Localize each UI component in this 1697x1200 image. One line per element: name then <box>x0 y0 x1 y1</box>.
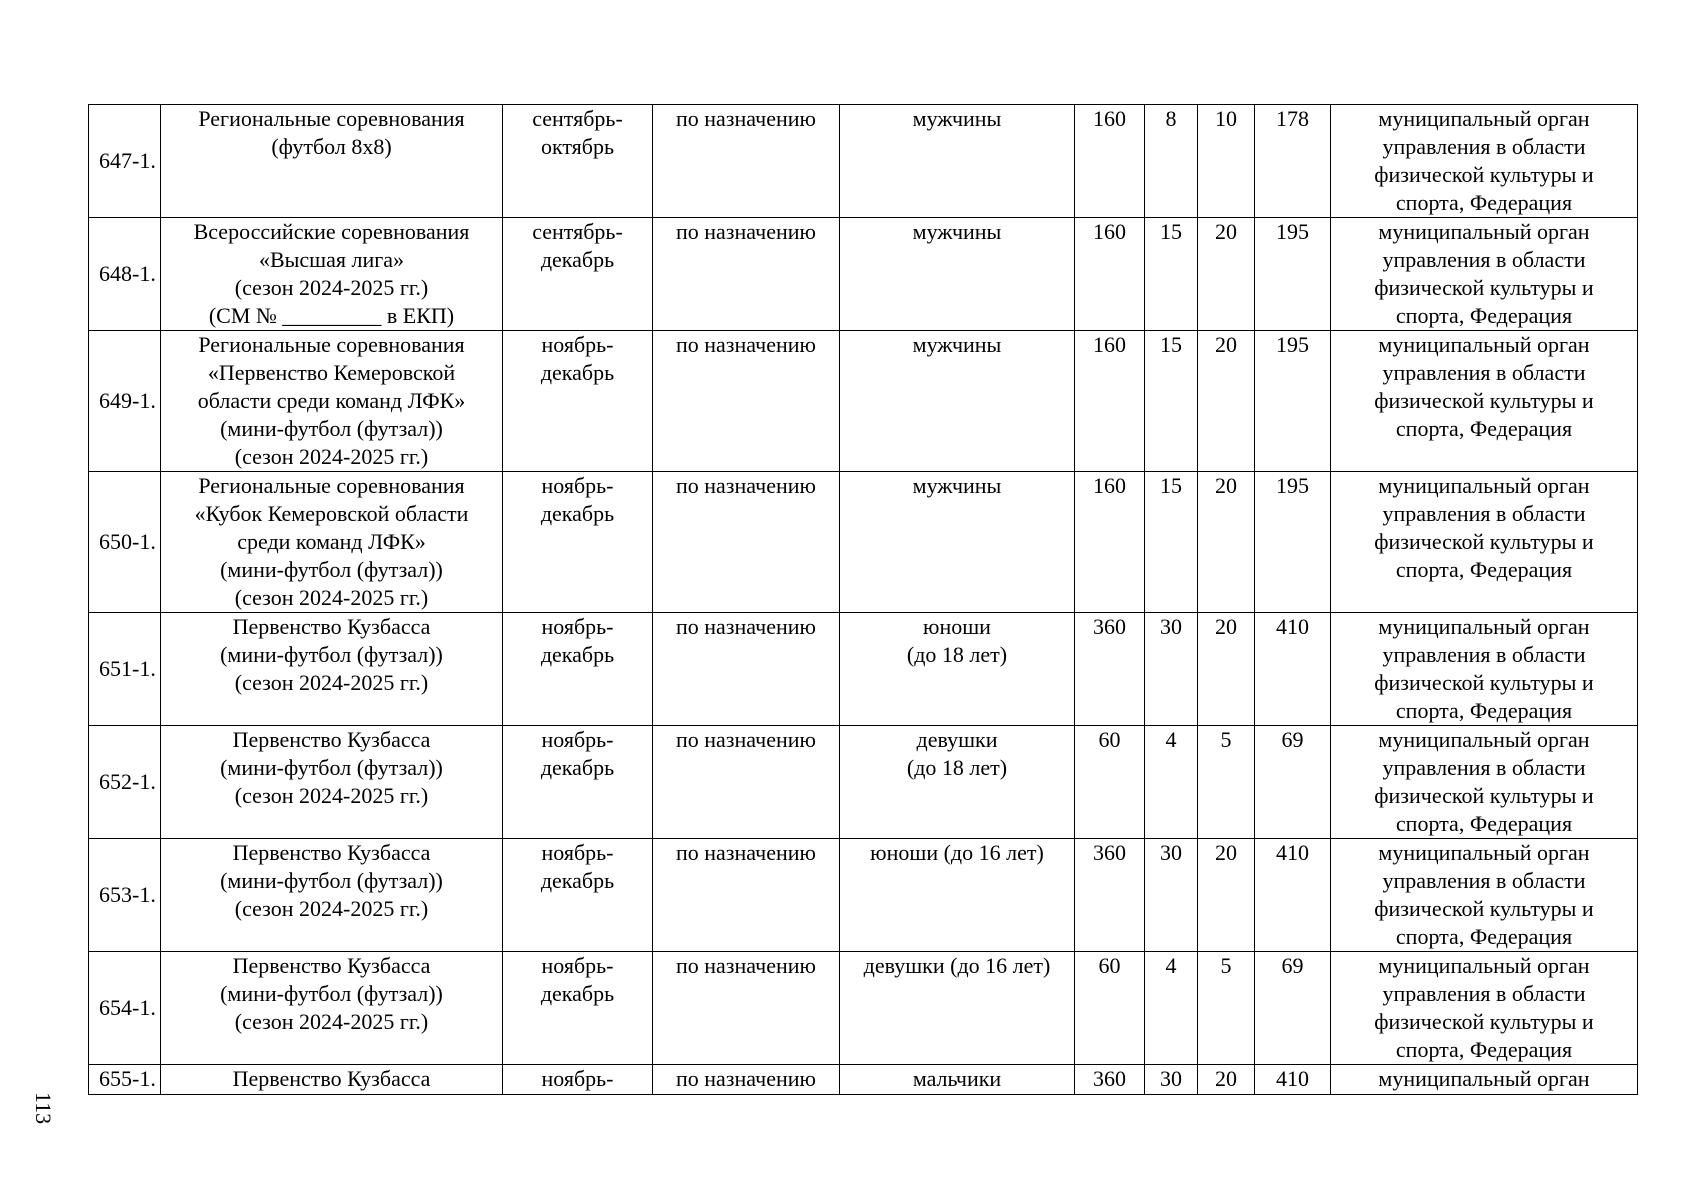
total-count-cell: 69 <box>1255 726 1331 839</box>
organizer-cell: муниципальный орган управления в области физической культуры и спорта, Федерация <box>1331 105 1638 218</box>
coaches-count-cell: 30 <box>1145 613 1198 726</box>
event-period-cell: сентябрь- октябрь <box>503 105 653 218</box>
coaches-count-cell: 30 <box>1145 1065 1198 1095</box>
participant-category-cell: девушки (до 18 лет) <box>840 726 1075 839</box>
total-count-cell: 410 <box>1255 1065 1331 1095</box>
row-number-cell: 647-1. <box>89 105 161 218</box>
row-number-cell: 649-1. <box>89 331 161 472</box>
total-count-cell: 69 <box>1255 952 1331 1065</box>
participants-count-cell: 60 <box>1075 726 1145 839</box>
event-place-cell: по назначению <box>653 472 840 613</box>
event-period-cell: ноябрь- декабрь <box>503 726 653 839</box>
coaches-count-cell: 15 <box>1145 472 1198 613</box>
event-name-cell: Первенство Кузбасса (мини-футбол (футзал)) (сезон 2024-2025 гг.) <box>161 839 503 952</box>
coaches-count-cell: 4 <box>1145 726 1198 839</box>
row-number-cell: 653-1. <box>89 839 161 952</box>
row-number-cell: 654-1. <box>89 952 161 1065</box>
coaches-count-cell: 8 <box>1145 105 1198 218</box>
participants-count-cell: 60 <box>1075 952 1145 1065</box>
judges-count-cell: 20 <box>1198 1065 1255 1095</box>
organizer-cell: муниципальный орган управления в области физической культуры и спорта, Федерация <box>1331 331 1638 472</box>
event-name-cell: Региональные соревнования (футбол 8х8) <box>161 105 503 218</box>
table-row <box>89 952 1638 1065</box>
organizer-cell: муниципальный орган управления в области физической культуры и спорта, Федерация <box>1331 726 1638 839</box>
event-period-cell: ноябрь- декабрь <box>503 472 653 613</box>
participants-count-cell: 360 <box>1075 613 1145 726</box>
organizer-cell: муниципальный орган управления в области физической культуры и спорта, Федерация <box>1331 952 1638 1065</box>
judges-count-cell: 20 <box>1198 218 1255 331</box>
event-period-cell: сентябрь- декабрь <box>503 218 653 331</box>
event-name-cell: Первенство Кузбасса (мини-футбол (футзал)) (сезон 2024-2025 гг.) <box>161 952 503 1065</box>
table-body <box>89 105 1638 1095</box>
event-place-cell: по назначению <box>653 1065 840 1095</box>
organizer-cell: муниципальный орган управления в области физической культуры и спорта, Федерация <box>1331 472 1638 613</box>
row-number-cell: 652-1. <box>89 726 161 839</box>
participant-category-cell: юноши (до 18 лет) <box>840 613 1075 726</box>
table-row <box>89 613 1638 726</box>
event-place-cell: по назначению <box>653 218 840 331</box>
table-row <box>89 1065 1638 1095</box>
event-name-cell: Региональные соревнования «Первенство Кемеровской области среди команд ЛФК» (мини-футбол (футзал)) (сезон 2024-2025 гг.) <box>161 331 503 472</box>
participant-category-cell: мальчики <box>840 1065 1075 1095</box>
events-table <box>88 104 1638 1095</box>
participants-count-cell: 360 <box>1075 1065 1145 1095</box>
organizer-cell: муниципальный орган управления в области физической культуры и спорта, Федерация <box>1331 218 1638 331</box>
row-number-cell: 651-1. <box>89 613 161 726</box>
judges-count-cell: 5 <box>1198 726 1255 839</box>
table-row <box>89 105 1638 218</box>
event-name-cell: Первенство Кузбасса <box>161 1065 503 1095</box>
table-row <box>89 218 1638 331</box>
participant-category-cell: мужчины <box>840 472 1075 613</box>
organizer-cell: муниципальный орган управления в области физической культуры и спорта, Федерация <box>1331 613 1638 726</box>
event-period-cell: ноябрь- декабрь <box>503 839 653 952</box>
judges-count-cell: 10 <box>1198 105 1255 218</box>
event-place-cell: по назначению <box>653 839 840 952</box>
total-count-cell: 178 <box>1255 105 1331 218</box>
total-count-cell: 195 <box>1255 218 1331 331</box>
judges-count-cell: 5 <box>1198 952 1255 1065</box>
table-row <box>89 331 1638 472</box>
row-number-cell: 648-1. <box>89 218 161 331</box>
event-place-cell: по назначению <box>653 331 840 472</box>
table-row <box>89 726 1638 839</box>
event-period-cell: ноябрь- декабрь <box>503 331 653 472</box>
event-period-cell: ноябрь- <box>503 1065 653 1095</box>
event-name-cell: Первенство Кузбасса (мини-футбол (футзал)) (сезон 2024-2025 гг.) <box>161 726 503 839</box>
coaches-count-cell: 15 <box>1145 331 1198 472</box>
participant-category-cell: мужчины <box>840 105 1075 218</box>
judges-count-cell: 20 <box>1198 331 1255 472</box>
participants-count-cell: 360 <box>1075 839 1145 952</box>
event-place-cell: по назначению <box>653 105 840 218</box>
event-name-cell: Первенство Кузбасса (мини-футбол (футзал)) (сезон 2024-2025 гг.) <box>161 613 503 726</box>
event-place-cell: по назначению <box>653 613 840 726</box>
event-period-cell: ноябрь- декабрь <box>503 613 653 726</box>
participants-count-cell: 160 <box>1075 105 1145 218</box>
table-row <box>89 472 1638 613</box>
participant-category-cell: мужчины <box>840 331 1075 472</box>
organizer-cell: муниципальный орган <box>1331 1065 1638 1095</box>
row-number-cell: 655-1. <box>89 1065 161 1095</box>
organizer-cell: муниципальный орган управления в области физической культуры и спорта, Федерация <box>1331 839 1638 952</box>
total-count-cell: 410 <box>1255 613 1331 726</box>
row-number-cell: 650-1. <box>89 472 161 613</box>
participants-count-cell: 160 <box>1075 331 1145 472</box>
total-count-cell: 195 <box>1255 472 1331 613</box>
coaches-count-cell: 30 <box>1145 839 1198 952</box>
participants-count-cell: 160 <box>1075 218 1145 331</box>
judges-count-cell: 20 <box>1198 839 1255 952</box>
participants-count-cell: 160 <box>1075 472 1145 613</box>
page-number: 113 <box>31 1092 56 1125</box>
judges-count-cell: 20 <box>1198 613 1255 726</box>
participant-category-cell: мужчины <box>840 218 1075 331</box>
event-place-cell: по назначению <box>653 952 840 1065</box>
event-name-cell: Всероссийские соревнования «Высшая лига» (сезон 2024-2025 гг.) (СМ № _________ в ЕКП) <box>161 218 503 331</box>
event-name-cell: Региональные соревнования «Кубок Кемеровской области среди команд ЛФК» (мини-футбол (футзал)) (сезон 2024-2025 гг.) <box>161 472 503 613</box>
judges-count-cell: 20 <box>1198 472 1255 613</box>
participant-category-cell: девушки (до 16 лет) <box>840 952 1075 1065</box>
event-period-cell: ноябрь- декабрь <box>503 952 653 1065</box>
participant-category-cell: юноши (до 16 лет) <box>840 839 1075 952</box>
coaches-count-cell: 4 <box>1145 952 1198 1065</box>
total-count-cell: 410 <box>1255 839 1331 952</box>
total-count-cell: 195 <box>1255 331 1331 472</box>
event-place-cell: по назначению <box>653 726 840 839</box>
coaches-count-cell: 15 <box>1145 218 1198 331</box>
table-row <box>89 839 1638 952</box>
